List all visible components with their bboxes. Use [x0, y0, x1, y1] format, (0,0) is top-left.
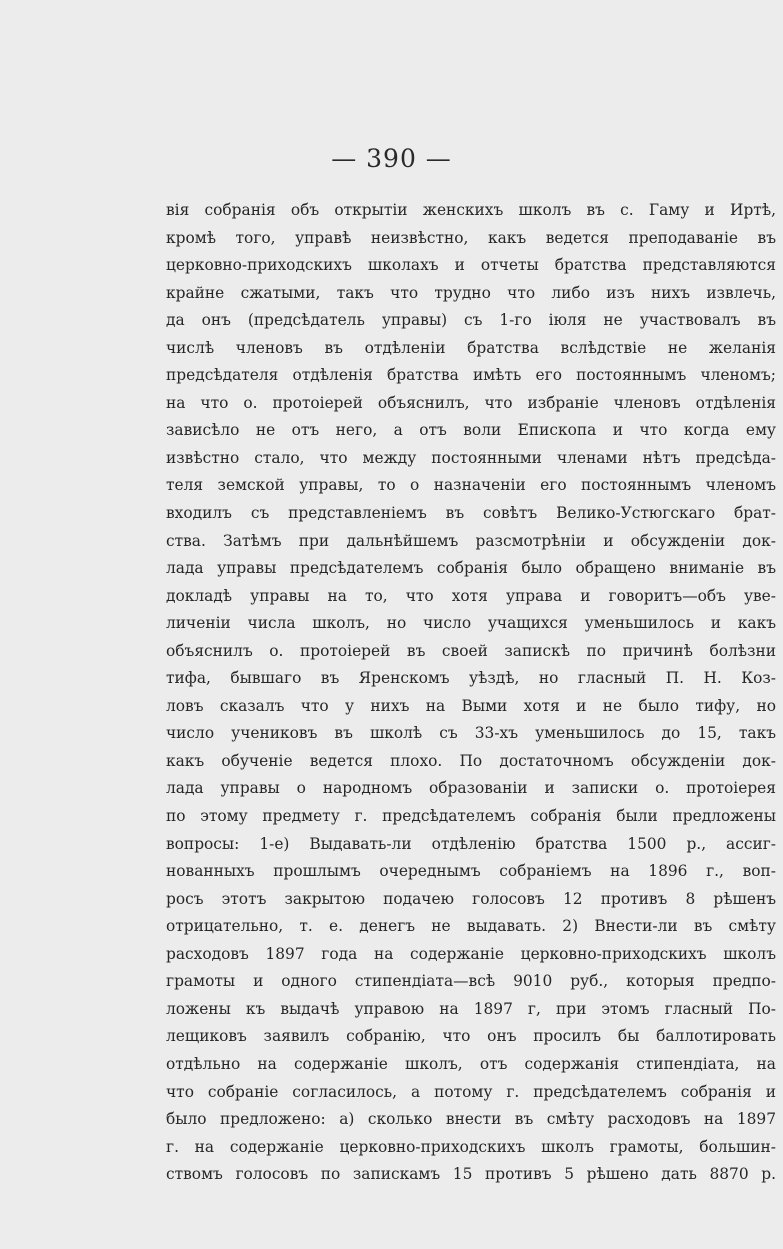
text-line: предсѣдателя отдѣленія братства имѣть его постояннымъ членомъ;: [166, 366, 776, 385]
text-line: число учениковъ въ школѣ съ 33-хъ уменьшилось до 15, такъ: [166, 724, 776, 743]
text-line: объяснилъ о. протоіерей въ своей запискѣ по причинѣ болѣзни: [166, 641, 776, 660]
text-line: г. на содержаніе церковно-приходскихъ школъ грамоты, большин-: [166, 1137, 776, 1156]
text-line: кромѣ того, управѣ неизвѣстно, какъ ведется преподаваніе въ: [166, 228, 776, 247]
text-line: крайне сжатыми, такъ что трудно что либо изъ нихъ извлечь,: [166, 283, 776, 302]
text-line: тифа, бывшаго въ Яренскомъ уѣздѣ, но гласный П. Н. Коз-: [166, 669, 776, 688]
text-line: зависѣло не отъ него, а отъ воли Епископа и что когда ему: [166, 421, 776, 440]
text-line: отдѣльно на содержаніе школъ, отъ содержанія стипендіата, на: [166, 1054, 776, 1073]
text-line: извѣстно стало, что между постоянными членами нѣтъ предсѣда-: [166, 448, 776, 467]
text-line: да онъ (предсѣдатель управы) съ 1-го іюля не участвовалъ въ: [166, 311, 776, 330]
text-line: теля земской управы, то о назначеніи его постояннымъ членомъ: [166, 476, 776, 495]
text-line: лада управы о народномъ образованіи и записки о. протоіерея: [166, 779, 776, 798]
text-line: расходовъ 1897 года на содержаніе церковно-приходскихъ школъ: [166, 944, 776, 963]
text-line: церковно-приходскихъ школахъ и отчеты братства представляются: [166, 256, 776, 275]
text-line: лещиковъ заявилъ собранію, что онъ просилъ бы баллотировать: [166, 1027, 776, 1046]
text-line: нованныхъ прошлымъ очереднымъ собраніемъ на 1896 г., воп-: [166, 862, 776, 881]
text-line: что собраніе согласилось, а потому г. предсѣдателемъ собранія и: [166, 1082, 776, 1101]
text-line: ства. Затѣмъ при дальнѣйшемъ разсмотрѣніи и обсужденіи док-: [166, 531, 776, 550]
text-line: на что о. протоіерей объяснилъ, что избраніе членовъ отдѣленія: [166, 393, 776, 412]
text-line: докладѣ управы на то, что хотя управа и говоритъ—объ уве-: [166, 586, 776, 605]
text-line: какъ обученіе ведется плохо. По достаточномъ обсужденіи док-: [166, 751, 776, 770]
text-line: ложены къ выдачѣ управою на 1897 г, при этомъ гласный По-: [166, 999, 776, 1018]
text-line: отрицательно, т. е. денегъ не выдавать. 2) Внести-ли въ смѣту: [166, 917, 776, 936]
text-line: было предложено: а) сколько внести въ смѣту расходовъ на 1897: [166, 1110, 776, 1129]
text-line: личеніи числа школъ, но число учащихся уменьшилось и какъ: [166, 614, 776, 633]
text-line: лада управы предсѣдателемъ собранія было обращено вниманіе въ: [166, 559, 776, 578]
text-line: входилъ съ представленіемъ въ совѣтъ Велико-Устюгскаго брат-: [166, 504, 776, 523]
page-number: — 390 —: [331, 144, 452, 173]
text-line: грамоты и одного стипендіата—всѣ 9010 руб., которыя предпо-: [166, 972, 776, 991]
body-text: [166, 197, 776, 1189]
text-line: росъ этотъ закрытою подачею голосовъ 12 противъ 8 рѣшенъ: [166, 889, 776, 908]
text-line: вопросы: 1-е) Выдавать-ли отдѣленію братства 1500 р., ассиг-: [166, 834, 776, 853]
text-line: ствомъ голосовъ по запискамъ 15 противъ 5 рѣшено дать 8870 р.: [166, 1165, 776, 1184]
text-line: ловъ сказалъ что у нихъ на Выми хотя и не было тифу, но: [166, 696, 776, 715]
text-line: вія собранія объ открытіи женскихъ школъ въ с. Гаму и Иртѣ,: [166, 201, 776, 219]
text-line: по этому предмету г. предсѣдателемъ собранія были предложены: [166, 807, 776, 826]
text-line: числѣ членовъ въ отдѣленіи братства вслѣдствіе не желанія: [166, 338, 776, 357]
